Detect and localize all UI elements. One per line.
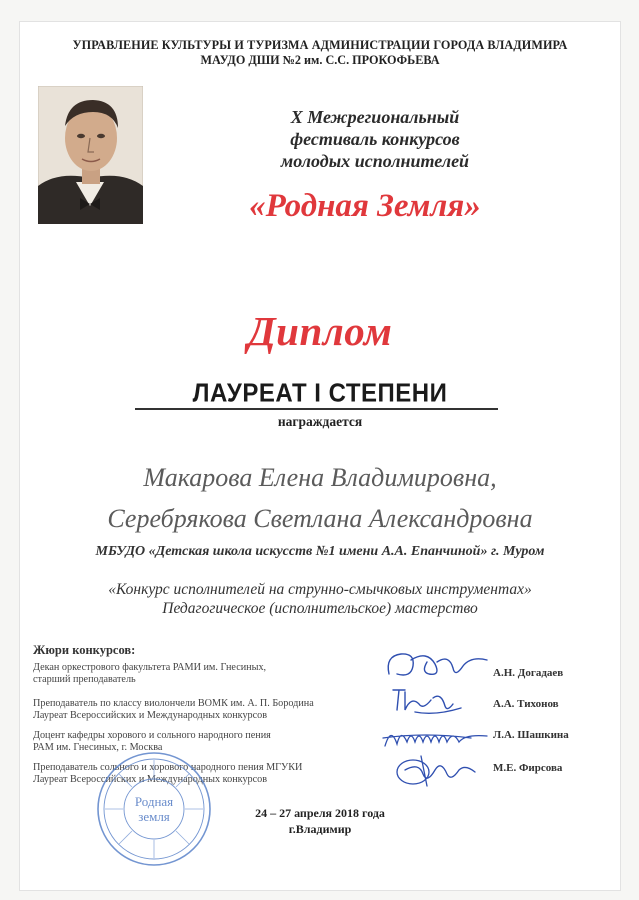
jury-name-1: А.Н. Догадаев	[493, 667, 564, 679]
jury-role-3-line-1: Доцент кафедры хорового и сольного народного пения	[33, 730, 271, 741]
jury-role-2-line-1: Преподаватель по классу виолончели ВОМК им. А. П. Бородина	[33, 698, 314, 709]
jury-name-4: М.Е. Фирсова	[493, 762, 563, 774]
seal-text-1: Родная	[134, 794, 174, 809]
jury-role-4-line-2: Лауреат Всероссийских и Международных конкурсов	[33, 774, 268, 785]
jury-role-2-line-2: Лауреат Всероссийских и Международных конкурсов	[33, 710, 268, 721]
signature-4	[375, 748, 495, 790]
seal-text-2: земля	[138, 809, 170, 824]
recipient-name-1: Макарова Елена Владимировна,	[143, 463, 497, 492]
festival-name: «Родная Земля»	[249, 188, 481, 224]
festival-line-2: фестиваль конкурсов	[290, 129, 460, 149]
recipient-name-2: Серебрякова Светлана Александровна	[107, 504, 533, 533]
jury-name-2: А.А. Тихонов	[493, 698, 559, 710]
jury-role-3-line-2: РАМ им. Гнесиных, г. Москва	[33, 742, 163, 753]
portrait-image	[38, 86, 143, 224]
festival-line-1: X Межрегиональный	[290, 107, 460, 127]
diploma-title: Диплом	[247, 308, 393, 354]
jury-role-1	[33, 662, 353, 686]
diploma-sheet	[20, 22, 620, 890]
jury-role-1-line-2: старший преподаватель	[33, 674, 136, 685]
contest-category: Педагогическое (исполнительское) мастерство	[162, 600, 478, 617]
jury-name-3: Л.А. Шашкина	[493, 729, 569, 741]
jury-role-4-line-1: Преподаватель сольного и хорового народного пения МГУКИ	[33, 762, 303, 773]
header-school: МАУДО ДШИ №2 им. С.С. ПРОКОФЬЕВА	[200, 53, 440, 67]
jury-role-2	[33, 698, 353, 722]
contest-name: «Конкурс исполнителей на струнно-смычковых инструментах»	[108, 581, 532, 598]
awarded-label: награждается	[277, 414, 363, 429]
recipient-school: МБУДО «Детская школа искусств №1 имени А.А. Епанчиной» г. Муром	[95, 544, 545, 559]
festival-line-3: молодых исполнителей	[280, 151, 470, 171]
festival-date: 24 – 27 апреля 2018 года	[255, 806, 385, 820]
signature-2	[375, 678, 495, 720]
jury-role-1-line-1: Декан оркестрового факультета РАМИ им. Гнесиных,	[33, 662, 267, 673]
jury-title: Жюри конкурсов:	[33, 643, 136, 657]
header-organization: УПРАВЛЕНИЕ КУЛЬТУРЫ И ТУРИЗМА АДМИНИСТРАЦИИ ГОРОДА ВЛАДИМИРА	[72, 38, 568, 52]
laureate-degree: ЛАУРЕАТ I СТЕПЕНИ	[192, 378, 448, 409]
festival-city: г.Владимир	[288, 822, 352, 836]
